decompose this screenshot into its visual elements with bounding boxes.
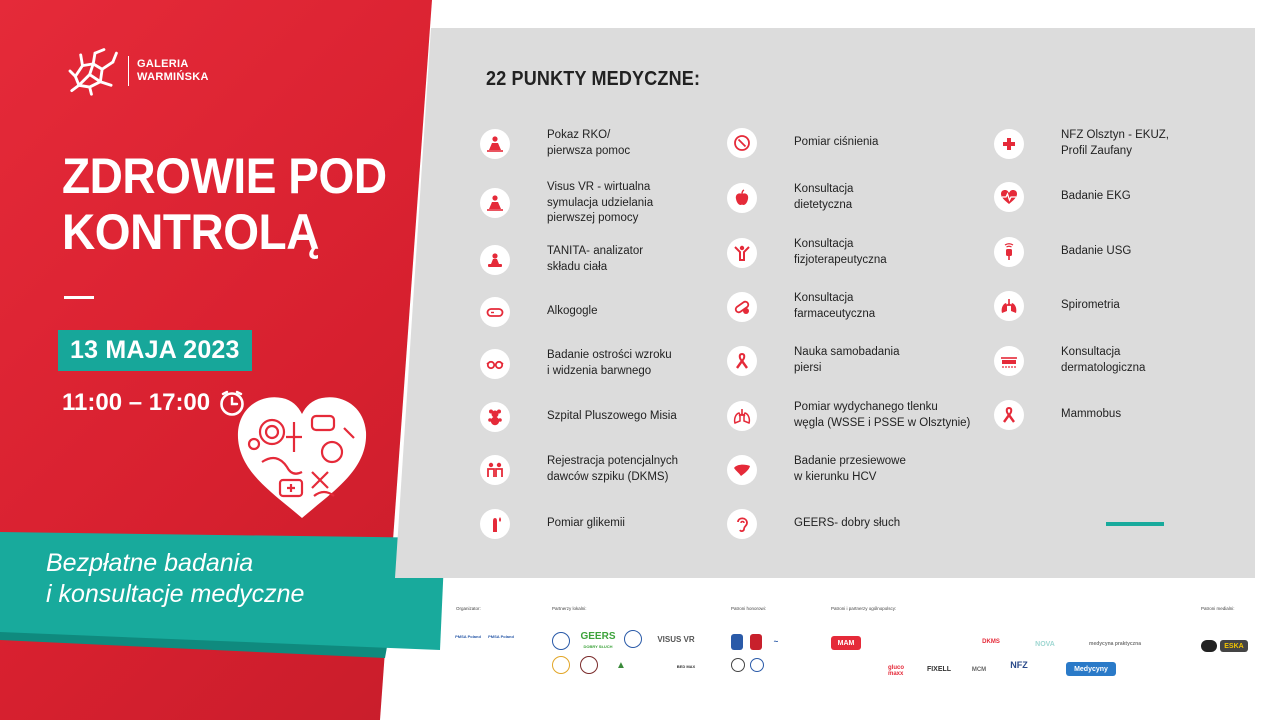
honorary-label: Patroni honorowi: [731,606,767,611]
seal-logo-icon [750,658,764,672]
point-item [727,182,853,213]
cpr-icon [486,135,504,153]
ultrasound-icon [1000,243,1018,261]
date-badge: 13 MAJA 2023 [58,330,252,371]
point-icon-bg [727,128,757,158]
point-icon-bg [480,509,510,539]
point-label: Badanie EKG [1061,190,1131,203]
heart-ecg-icon [1000,188,1018,206]
organizer-logo: PMSA Poland [488,633,514,639]
ribbon-icon [733,352,751,370]
pill-icon [733,298,751,316]
patron-logo: NFZ [1010,660,1028,670]
point-item [994,182,1131,212]
brand-line2: WARMIŃSKA [137,71,209,83]
organizer-label: Organizator: [456,606,481,611]
apple-icon [733,189,751,207]
point-label: GEERS- dobry słuch [794,517,901,530]
point-item [727,128,878,158]
point-item [727,454,906,485]
point-icon-bg [994,182,1024,212]
point-label: Alkogogle [547,305,598,318]
point-item [480,128,630,159]
pressure-gauge-icon [733,134,751,152]
point-label: Pomiar glikemii [547,517,625,530]
patron-logo: Medycyny [1066,662,1116,676]
banner-text [46,548,304,610]
event-title [62,148,387,260]
point-icon-bg [994,129,1024,159]
patrons-label: Patroni i partnerzy ogólnopolscy: [831,606,897,611]
lungs-icon [733,407,751,425]
point-label: Konsultacja dermatologiczna [1061,346,1146,374]
point-label: Konsultacja dietetyczna [794,183,854,211]
partner-logo: GEERS [580,630,616,642]
banner-line1: Bezpłatne badania [46,549,254,577]
title-line1: ZDROWIE POD [62,148,387,204]
point-icon-bg [480,129,510,159]
point-icon-bg [994,346,1024,376]
coat-of-arms-icon [731,634,743,650]
point-label: NFZ Olsztyn - EKUZ, Profil Zaufany [1061,129,1169,157]
time-row [62,389,246,417]
point-label: Visus VR - wirtualna symulacja udzielania pierwszej pomocy [547,181,654,224]
patron-logo: MCM [971,667,987,673]
partner-badge-icon [552,656,570,674]
media-logo: ESKA [1220,640,1248,652]
point-item [727,237,887,268]
teal-accent-line [1106,522,1164,526]
brand-logo [68,46,209,96]
banner-line2: i konsultacje medyczne [46,580,305,608]
brand-name [137,58,209,84]
logo-separator [128,56,129,86]
point-icon-bg [727,401,757,431]
title-line2: KONTROLĄ [62,204,319,260]
point-item [994,128,1169,159]
patron-logo: gluco maxx [888,665,904,677]
patron-logo: FIXELL [926,665,952,673]
skin-icon [1000,352,1018,370]
point-label: Konsultacja fizjoterapeutyczna [794,238,887,266]
patron-logo: medycyna praktyczna [1089,641,1141,647]
media-logo-icon [1201,640,1217,652]
point-icon-bg [994,400,1024,430]
brand-line1: GALERIA [137,58,189,70]
point-item [480,402,677,432]
point-icon-bg [480,188,510,218]
point-label: Nauka samobadania piersi [794,346,900,374]
teddy-bear-icon [486,408,504,426]
point-label: Mammobus [1061,408,1122,421]
point-icon-bg [480,349,510,379]
organizer-logo: PMSA Poland [455,633,481,639]
medical-heart-icon [232,392,372,522]
point-item [994,345,1145,376]
point-label: TANITA- analizator składu ciała [547,245,644,273]
triangle-logo-icon: ▲ [616,659,626,671]
partner-badge-icon [580,656,598,674]
point-item [480,509,625,539]
point-icon-bg [480,455,510,485]
partner-logo: VISUS VR [657,634,695,644]
cpr-icon [486,194,504,212]
point-icon-bg [727,346,757,376]
goggles-icon [486,303,504,321]
point-item [994,400,1121,430]
finger-drop-icon [486,515,504,533]
point-item [994,237,1131,267]
point-item [994,291,1120,321]
point-item [480,180,653,227]
point-item [480,244,643,275]
patron-logo: DKMS [982,639,1000,645]
coral-logo-icon [68,46,122,96]
coat-of-arms-icon [750,634,762,650]
ear-icon [733,515,751,533]
point-label: Pomiar wydychanego tlenku węgla (WSSE i PSSE w Olsztynie) [794,401,971,429]
partner-logo: DOBRY SŁUCH [583,643,613,649]
lungs-icon [1000,297,1018,315]
point-label: Szpital Pluszowego Misia [547,410,677,423]
national-patrons-section [831,606,896,611]
point-label: Pomiar ciśnienia [794,136,879,149]
seal-logo-icon [731,658,745,672]
point-icon-bg [727,238,757,268]
local-partners-section [552,606,587,611]
wave-logo-icon: ~ [773,636,779,646]
point-item [727,291,875,322]
glasses-icon [486,355,504,373]
media-label: Patroni medialni: [1201,606,1235,611]
media-patrons-section [1201,606,1235,611]
donors-icon [486,461,504,479]
point-label: Konsultacja farmaceutyczna [794,292,876,320]
point-item [727,345,900,376]
point-label: Pokaz RKO/ pierwsza pomoc [547,129,631,157]
point-icon-bg [727,183,757,213]
patron-logo: NOVA [1035,640,1055,648]
point-label: Spirometria [1061,299,1120,312]
patron-logo: MAM [831,636,861,650]
local-partners-label: Partnerzy lokalni: [552,606,587,611]
point-item [480,297,598,327]
point-item [480,348,672,379]
point-icon-bg [480,402,510,432]
physio-icon [733,244,751,262]
honorary-section [731,606,766,611]
title-underline [64,296,94,299]
scale-icon [486,251,504,269]
partner-badge-icon [624,630,642,648]
point-label: Badanie ostrości wzroku i widzenia barwnego [547,349,672,377]
point-item [727,509,900,539]
point-label: Rejestracja potencjalnych dawców szpiku (DKMS) [547,455,679,483]
point-icon-bg [994,291,1024,321]
event-time: 11:00 – 17:00 [62,389,211,416]
organizer-section [456,606,481,611]
liver-icon [733,461,751,479]
point-icon-bg [480,245,510,275]
point-icon-bg [480,297,510,327]
partner-badge-icon [552,632,570,650]
point-icon-bg [727,509,757,539]
point-label: Badanie przesiewowe w kierunku HCV [794,455,906,483]
point-item [727,400,970,431]
ribbon-icon [1000,406,1018,424]
partners-footer [448,606,1268,706]
point-icon-bg [727,455,757,485]
points-heading: 22 PUNKTY MEDYCZNE: [486,68,701,90]
point-icon-bg [727,292,757,322]
point-item [480,454,678,485]
medical-cross-icon [1000,135,1018,153]
point-label: Badanie USG [1061,245,1132,258]
point-icon-bg [994,237,1024,267]
partner-logo: BED MAX [676,663,696,669]
